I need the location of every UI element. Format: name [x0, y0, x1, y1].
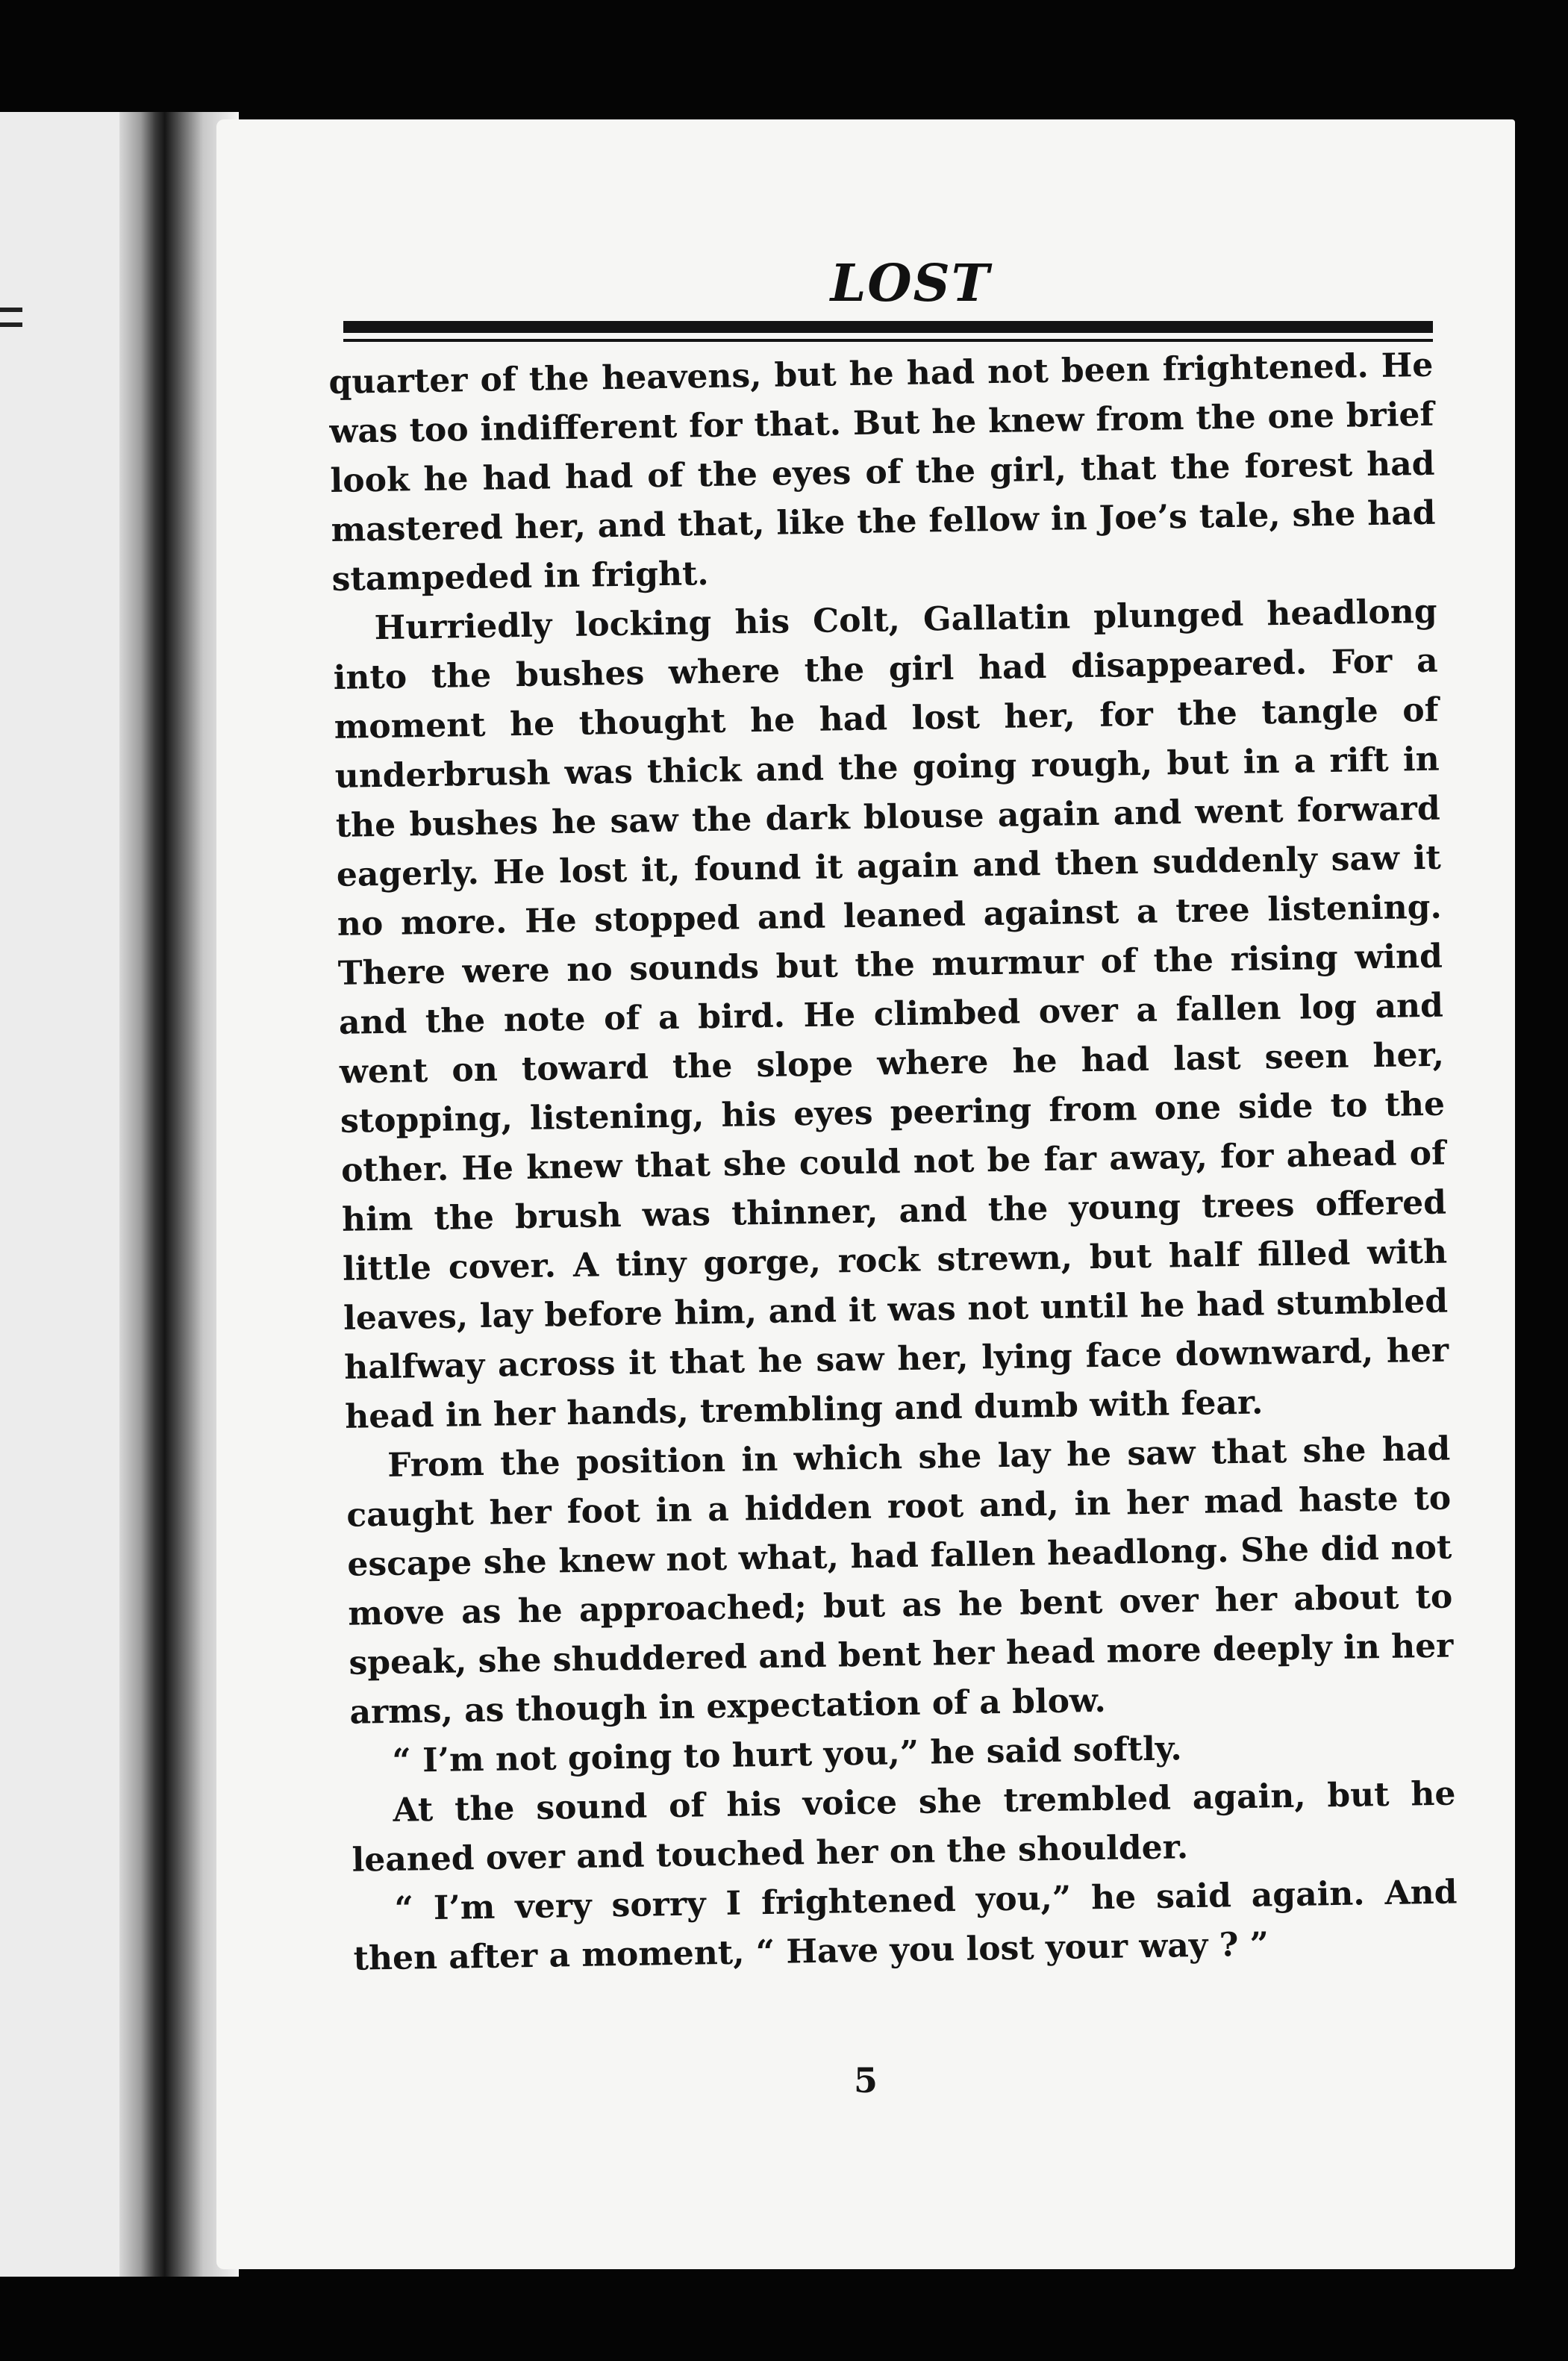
running-title: LOST: [830, 254, 991, 314]
paragraph: “ I’m very sorry I frightened you,” he said again. And then after a moment, “ Have you lost your way ? ”: [353, 1873, 1458, 1978]
page-header: [343, 254, 1433, 342]
facing-page-mark: [0, 308, 22, 312]
book-page: [216, 119, 1515, 2269]
paragraph: “ I’m not going to hurt you,” he said softly.: [392, 1730, 1183, 1780]
paragraph: At the sound of his voice she trembled again, but he leaned over and touched her on the shoulder.: [352, 1774, 1456, 1880]
paragraph: quarter of the heavens, but he had not been frightened. He was too indifferent for that. But he knew from the one brief look he had had of the eyes of the girl, that the forest had mastered her, and that, like the fellow in Joe’s tale, she had stampeded in fright.: [328, 346, 1436, 599]
facing-page-edge: [0, 112, 133, 2277]
page-number: 5: [853, 2060, 878, 2100]
header-rule-thin: [343, 339, 1433, 342]
paragraph: Hurriedly locking his Colt, Gallatin plunged headlong into the bushes where the girl had disappeared. For a moment he thought he had lost her, for the tangle of underbrush was thick and the going rough, but in a rift in the bushes he saw the dark blouse again and went forward eagerly. He lost it, found it again and then suddenly saw it no more. He stopped and leaned against a tree listening. There were no sounds but the murmur of the rising wind and the note of a bird. He climbed over a fallen log and went on toward the slope where he had last seen her, stopping, listening, his eyes peering from one side to the other. He knew that she could not be far away, for ahead of him the brush was thinner, and the young trees offered little cover. A tiny gorge, rock strewn, but half filled with leaves, lay before him, and it was not until he had stumbled halfway across it that he saw her, lying face downward, her head in her hands, trembling and dumb with fear.: [333, 592, 1449, 1436]
facing-page-mark: [0, 322, 22, 327]
body-text: [328, 341, 1458, 1984]
header-rule-thick: [343, 321, 1433, 333]
paragraph: From the position in which she lay he saw that she had caught her foot in a hidden root and, in her mad haste to escape she knew not what, had fallen headlong. She did not move as he approached; but as he bent over her about to speak, she shuddered and bent her head more deeply in her arms, as though in expectation of a blow.: [346, 1429, 1454, 1732]
